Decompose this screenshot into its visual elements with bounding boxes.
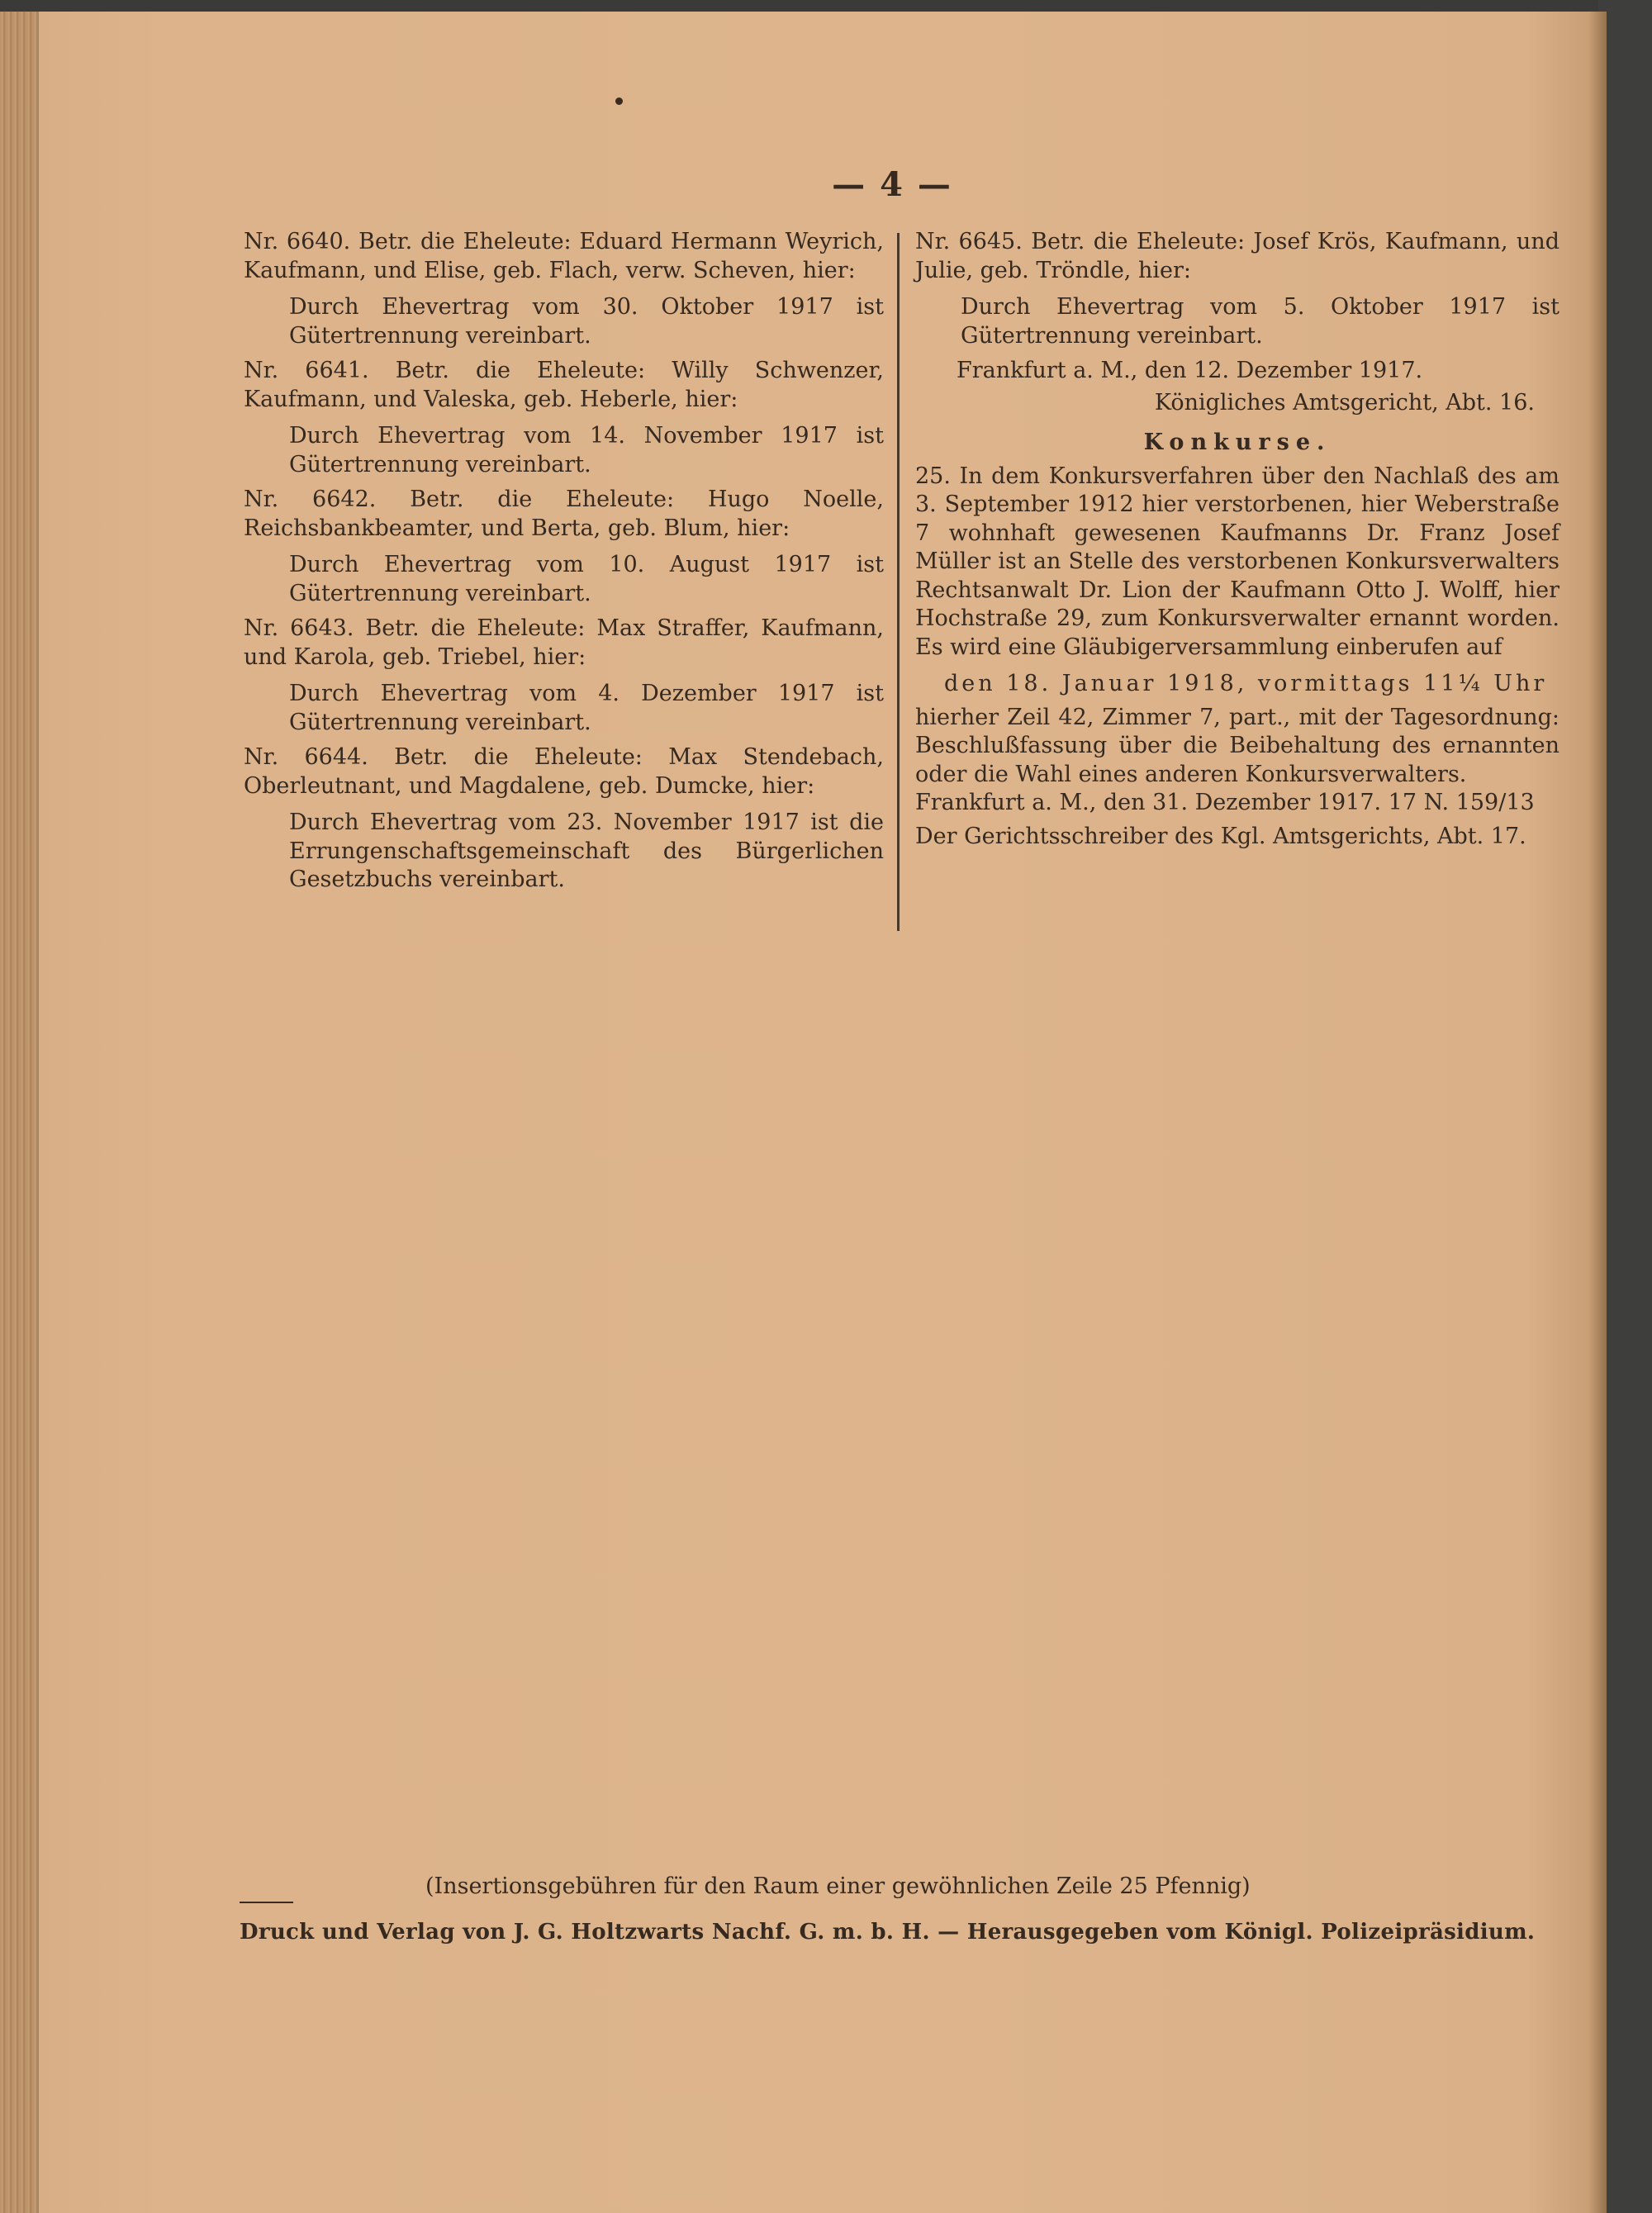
right-column — [915, 228, 1559, 851]
page-binding-edge — [0, 12, 36, 2213]
entry-body: Durch Ehevertrag vom 10. August 1917 ist Gütertrennung vereinbart. — [289, 552, 884, 606]
entry-body: Durch Ehevertrag vom 5. Oktober 1917 ist Gütertrennung vereinbart. — [961, 294, 1559, 349]
konkurs-signature: Der Gerichtsschreiber des Kgl. Amtsgerichts, Abt. 17. — [915, 823, 1526, 849]
register-entry — [244, 486, 884, 608]
register-entry — [244, 228, 884, 350]
document-page — [0, 12, 1607, 2213]
konkurs-notice — [915, 463, 1559, 852]
column-divider — [897, 233, 900, 931]
entry-heading: Nr. 6643. Betr. die Eheleute: Max Straffer, Kaufmann, und Karola, geb. Triebel, hier: — [244, 615, 884, 670]
entry-body: Durch Ehevertrag vom 14. November 1917 ist Gütertrennung vereinbart. — [289, 423, 884, 477]
entry-heading: Nr. 6641. Betr. die Eheleute: Willy Schwenzer, Kaufmann, und Valeska, geb. Heberle, hier: — [244, 358, 884, 412]
register-entry — [915, 228, 1559, 350]
ink-dot — [615, 97, 623, 105]
footer-rule — [240, 1902, 293, 1903]
court-signature: Königliches Amtsgericht, Abt. 16. — [1154, 389, 1535, 416]
page-number: — 4 — — [832, 165, 952, 204]
entry-heading: Nr. 6640. Betr. die Eheleute: Eduard Hermann Weyrich, Kaufmann, und Elise, geb. Flach, verw. Scheven, hier: — [244, 229, 884, 283]
place-date: Frankfurt a. M., den 12. Dezember 1917. — [957, 358, 1423, 383]
page-right-shadow — [1588, 12, 1607, 2213]
entry-body: Durch Ehevertrag vom 23. November 1917 ist die Errungenschaftsgemeinschaft des Bürgerlichen Gesetzbuchs vereinbart. — [289, 810, 884, 892]
entry-heading: Nr. 6642. Betr. die Eheleute: Hugo Noelle, Reichsbankbeamter, und Berta, geb. Blum, hier: — [244, 487, 884, 541]
entry-heading: Nr. 6645. Betr. die Eheleute: Josef Krös, Kaufmann, und Julie, geb. Tröndle, hier: — [915, 229, 1559, 283]
konkurs-text-continued: hierher Zeil 42, Zimmer 7, part., mit der Tagesordnung: Beschlußfassung über die Beibehaltung des ernannten oder die Wahl eines anderen Konkursverwalters. — [915, 704, 1559, 787]
footer-fee-note: (Insertionsgebühren für den Raum einer gewöhnlichen Zeile 25 Pfennig) — [425, 1873, 1251, 1899]
konkurs-meeting-date: den 18. Januar 1918, vormittags 11¼ Uhr — [944, 671, 1548, 696]
entry-heading: Nr. 6644. Betr. die Eheleute: Max Stendebach, Oberleutnant, und Magdalene, geb. Dumcke, hier: — [244, 744, 884, 799]
konkurs-place-date: Frankfurt a. M., den 31. Dezember 1917. 17 N. 159/13 — [915, 790, 1535, 815]
left-column — [244, 228, 884, 901]
entry-body: Durch Ehevertrag vom 30. Oktober 1917 ist Gütertrennung vereinbart. — [289, 294, 884, 349]
register-entry — [244, 743, 884, 895]
section-title: Konkurse. — [1143, 430, 1332, 455]
entry-body: Durch Ehevertrag vom 4. Dezember 1917 ist Gütertrennung vereinbart. — [289, 681, 884, 735]
register-entry — [244, 357, 884, 479]
publisher-imprint: Druck und Verlag von J. G. Holtzwarts Nachf. G. m. b. H. — Herausgegeben vom Königl. Polizeipräsidium. — [240, 1920, 1536, 1945]
register-entry — [244, 615, 884, 737]
konkurs-text: 25. In dem Konkursverfahren über den Nachlaß des am 3. September 1912 hier verstorbenen, hier Weberstraße 7 wohnhaft gewesenen Kaufmanns Dr. Franz Josef Müller ist an Stelle des verstorbenen Konkursverwalters Rechtsanwalt Dr. Lion der Kaufmann Otto J. Wolff, hier Hochstraße 29, zum Konkursverwalter ernannt worden. Es wird eine Gläubigerversammlung einberufen auf — [915, 463, 1559, 660]
scanner-background-top — [0, 0, 1652, 12]
spine-line — [36, 12, 39, 2213]
